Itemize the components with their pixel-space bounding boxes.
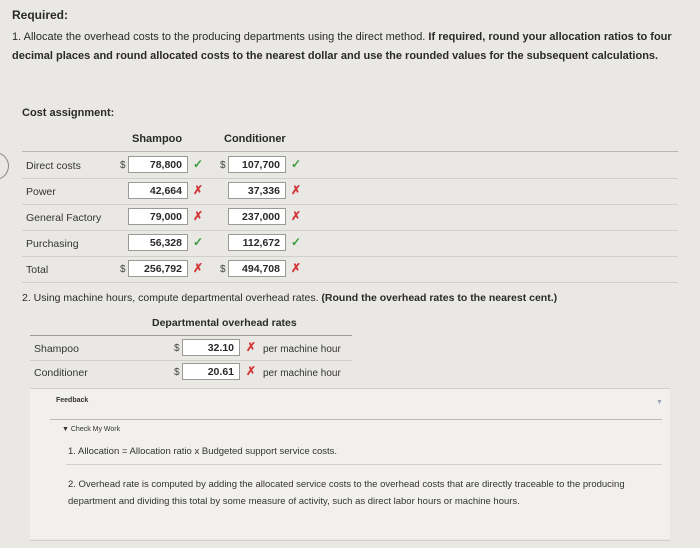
required-heading: Required: (12, 8, 69, 22)
power-shampoo-input[interactable]: 42,664 (128, 182, 188, 199)
column-header-shampoo: Shampoo (132, 133, 183, 145)
cross-icon: ✗ (246, 364, 257, 378)
row-divider (22, 204, 678, 205)
dollar-sign: $ (220, 160, 226, 171)
feedback-divider (50, 419, 662, 420)
feedback-toggle[interactable]: Feedback (56, 397, 89, 404)
departmental-rates-heading: Departmental overhead rates (152, 317, 297, 329)
rates-divider (30, 335, 352, 336)
cross-icon: ✗ (291, 261, 302, 275)
rate-label-conditioner: Conditioner (34, 367, 88, 379)
total-conditioner-input[interactable]: 494,708 (228, 260, 286, 277)
dollar-sign: $ (120, 264, 126, 275)
general-factory-shampoo-input[interactable]: 79,000 (128, 208, 188, 225)
cost-assignment-title: Cost assignment: (22, 107, 115, 119)
row-label-power: Power (26, 186, 56, 198)
general-factory-conditioner-input[interactable]: 237,000 (228, 208, 286, 225)
table-divider (22, 151, 678, 152)
feedback-item-2: 2. Overhead rate is computed by adding the allocated service costs to the overhead costs that are directly traceable to the producing department and dividing this total by some measure of activity, such as direct labor hours or machine hours. (68, 479, 625, 507)
row-label-purchasing: Purchasing (26, 238, 79, 250)
row-label-total: Total (26, 264, 49, 276)
column-header-conditioner: Conditioner (224, 133, 286, 145)
dollar-sign: $ (220, 264, 226, 275)
cross-icon: ✗ (193, 209, 204, 223)
cross-icon: ✗ (193, 261, 204, 275)
check-icon: ✓ (291, 235, 302, 249)
power-conditioner-input[interactable]: 37,336 (228, 182, 286, 199)
purchasing-shampoo-input[interactable]: 56,328 (128, 234, 188, 251)
check-my-work-toggle[interactable]: ▼ Check My Work (62, 426, 121, 433)
row-divider (22, 178, 678, 179)
row-divider (22, 256, 678, 257)
conditioner-rate-input[interactable]: 20.61 (182, 363, 240, 380)
rate-unit: per machine hour (263, 368, 341, 379)
check-icon: ✓ (193, 157, 204, 171)
row-divider (22, 230, 678, 231)
shampoo-rate-input[interactable]: 32.10 (182, 339, 240, 356)
cross-icon: ✗ (291, 183, 302, 197)
scroll-bracket (0, 152, 9, 180)
row-divider (30, 360, 352, 361)
feedback-item-1: 1. Allocation = Allocation ratio x Budgeted support service costs. (68, 446, 338, 457)
bottom-divider (30, 540, 670, 541)
instructions-text: 1. Allocate the overhead costs to the producing departments using the direct method. If required, round your allocation ratios to four decimal places and round allocated costs to the nearest dollar and use the rounded values for the subsequent calculations. (12, 31, 672, 62)
chevron-down-icon[interactable]: ▼ (656, 399, 663, 406)
dollar-sign: $ (174, 343, 180, 354)
check-icon: ✓ (291, 157, 302, 171)
check-icon: ✓ (193, 235, 204, 249)
rate-label-shampoo: Shampoo (34, 343, 79, 355)
row-label-general-factory: General Factory (26, 212, 102, 224)
cross-icon: ✗ (291, 209, 302, 223)
purchasing-conditioner-input[interactable]: 112,672 (228, 234, 286, 251)
question-2-text: 2. Using machine hours, compute departmental overhead rates. (Round the overhead rates to the nearest cent.) (22, 292, 558, 304)
row-divider (22, 282, 678, 283)
cross-icon: ✗ (193, 183, 204, 197)
direct-costs-shampoo-input[interactable]: 78,800 (128, 156, 188, 173)
total-shampoo-input[interactable]: 256,792 (128, 260, 188, 277)
dollar-sign: $ (120, 160, 126, 171)
feedback-separator (66, 464, 662, 465)
row-label-direct-costs: Direct costs (26, 160, 81, 172)
rate-unit: per machine hour (263, 344, 341, 355)
dollar-sign: $ (174, 367, 180, 378)
cross-icon: ✗ (246, 340, 257, 354)
direct-costs-conditioner-input[interactable]: 107,700 (228, 156, 286, 173)
